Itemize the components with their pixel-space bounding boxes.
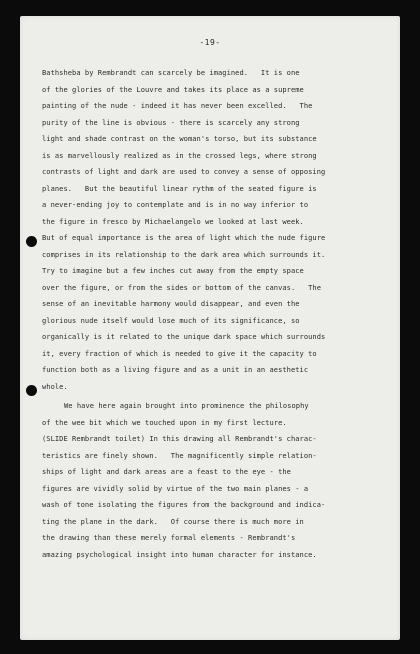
text-line: wash of tone isolating the figures from the background and indica- — [42, 500, 326, 509]
text-line: of the wee bit which we touched upon in my first lecture. — [42, 417, 287, 427]
text-line: glorious nude itself would lose much of its significance, so — [42, 315, 300, 325]
paragraph-1 — [42, 65, 390, 395]
text-line: Try to imagine but a few inches cut away from the empty space — [42, 266, 304, 275]
text-line: a never-ending joy to contemplate and is in no way inferior to — [42, 200, 309, 209]
text-line: of the glories of the Louvre and takes its place as a supreme — [42, 84, 304, 94]
text-line: Bathsheba by Rembrandt can scarcely be imagined. It is one — [42, 68, 300, 77]
text-line: But of equal importance is the area of light which the nude figure — [42, 233, 326, 242]
text-line: the figure in fresco by Michaelangelo we looked at last week. — [42, 216, 304, 226]
text-line: sense of an inevitable harmony would disappear, and even the — [42, 299, 300, 308]
text-line: painting of the nude - indeed it has never been excelled. The — [42, 101, 313, 110]
text-line: organically is it related to the unique dark space which surrounds — [42, 332, 326, 341]
text-line: is as marvellously realized as in the crossed legs, where strong — [42, 150, 317, 160]
punch-hole-upper — [26, 236, 37, 247]
typewritten-page — [20, 16, 400, 640]
paragraph-2 — [42, 398, 390, 563]
text-line: ting the plane in the dark. Of course there is much more in — [42, 516, 304, 526]
text-line: light and shade contrast on the woman's torso, but its substance — [42, 134, 317, 143]
text-line: the drawing than these merely formal elements - Rembrandt's — [42, 533, 296, 542]
text-line: (SLIDE Rembrandt toilet) In this drawing all Rembrandt's charac- — [42, 434, 317, 443]
text-line: contrasts of light and dark are used to convey a sense of opposing — [42, 167, 326, 176]
text-line: amazing psychological insight into human character for instance. — [42, 549, 317, 559]
text-line: comprises in its relationship to the dark area which surrounds it. — [42, 249, 326, 259]
page-number: -19- — [199, 38, 221, 47]
text-line: We have here again brought into prominence the philosophy — [64, 401, 309, 410]
text-line: teristics are finely shown. The magnificently simple relation- — [42, 450, 317, 460]
text-line: function both as a living figure and as a unit in an aesthetic — [42, 365, 309, 374]
text-line: over the figure, or from the sides or bottom of the canvas. The — [42, 282, 322, 292]
text-line: planes. But the beautiful linear rythm of the seated figure is — [42, 183, 317, 193]
body-text — [42, 65, 390, 563]
text-line: it, every fraction of which is needed to give it the capacity to — [42, 348, 317, 358]
text-line: figures are vividly solid by virtue of the two main planes - a — [42, 483, 309, 493]
punch-hole-lower — [26, 385, 37, 396]
text-line: ships of light and dark areas are a feast to the eye - the — [42, 467, 291, 476]
text-line: whole. — [42, 381, 68, 391]
text-line: purity of the line is obvious - there is scarcely any strong — [42, 117, 300, 127]
